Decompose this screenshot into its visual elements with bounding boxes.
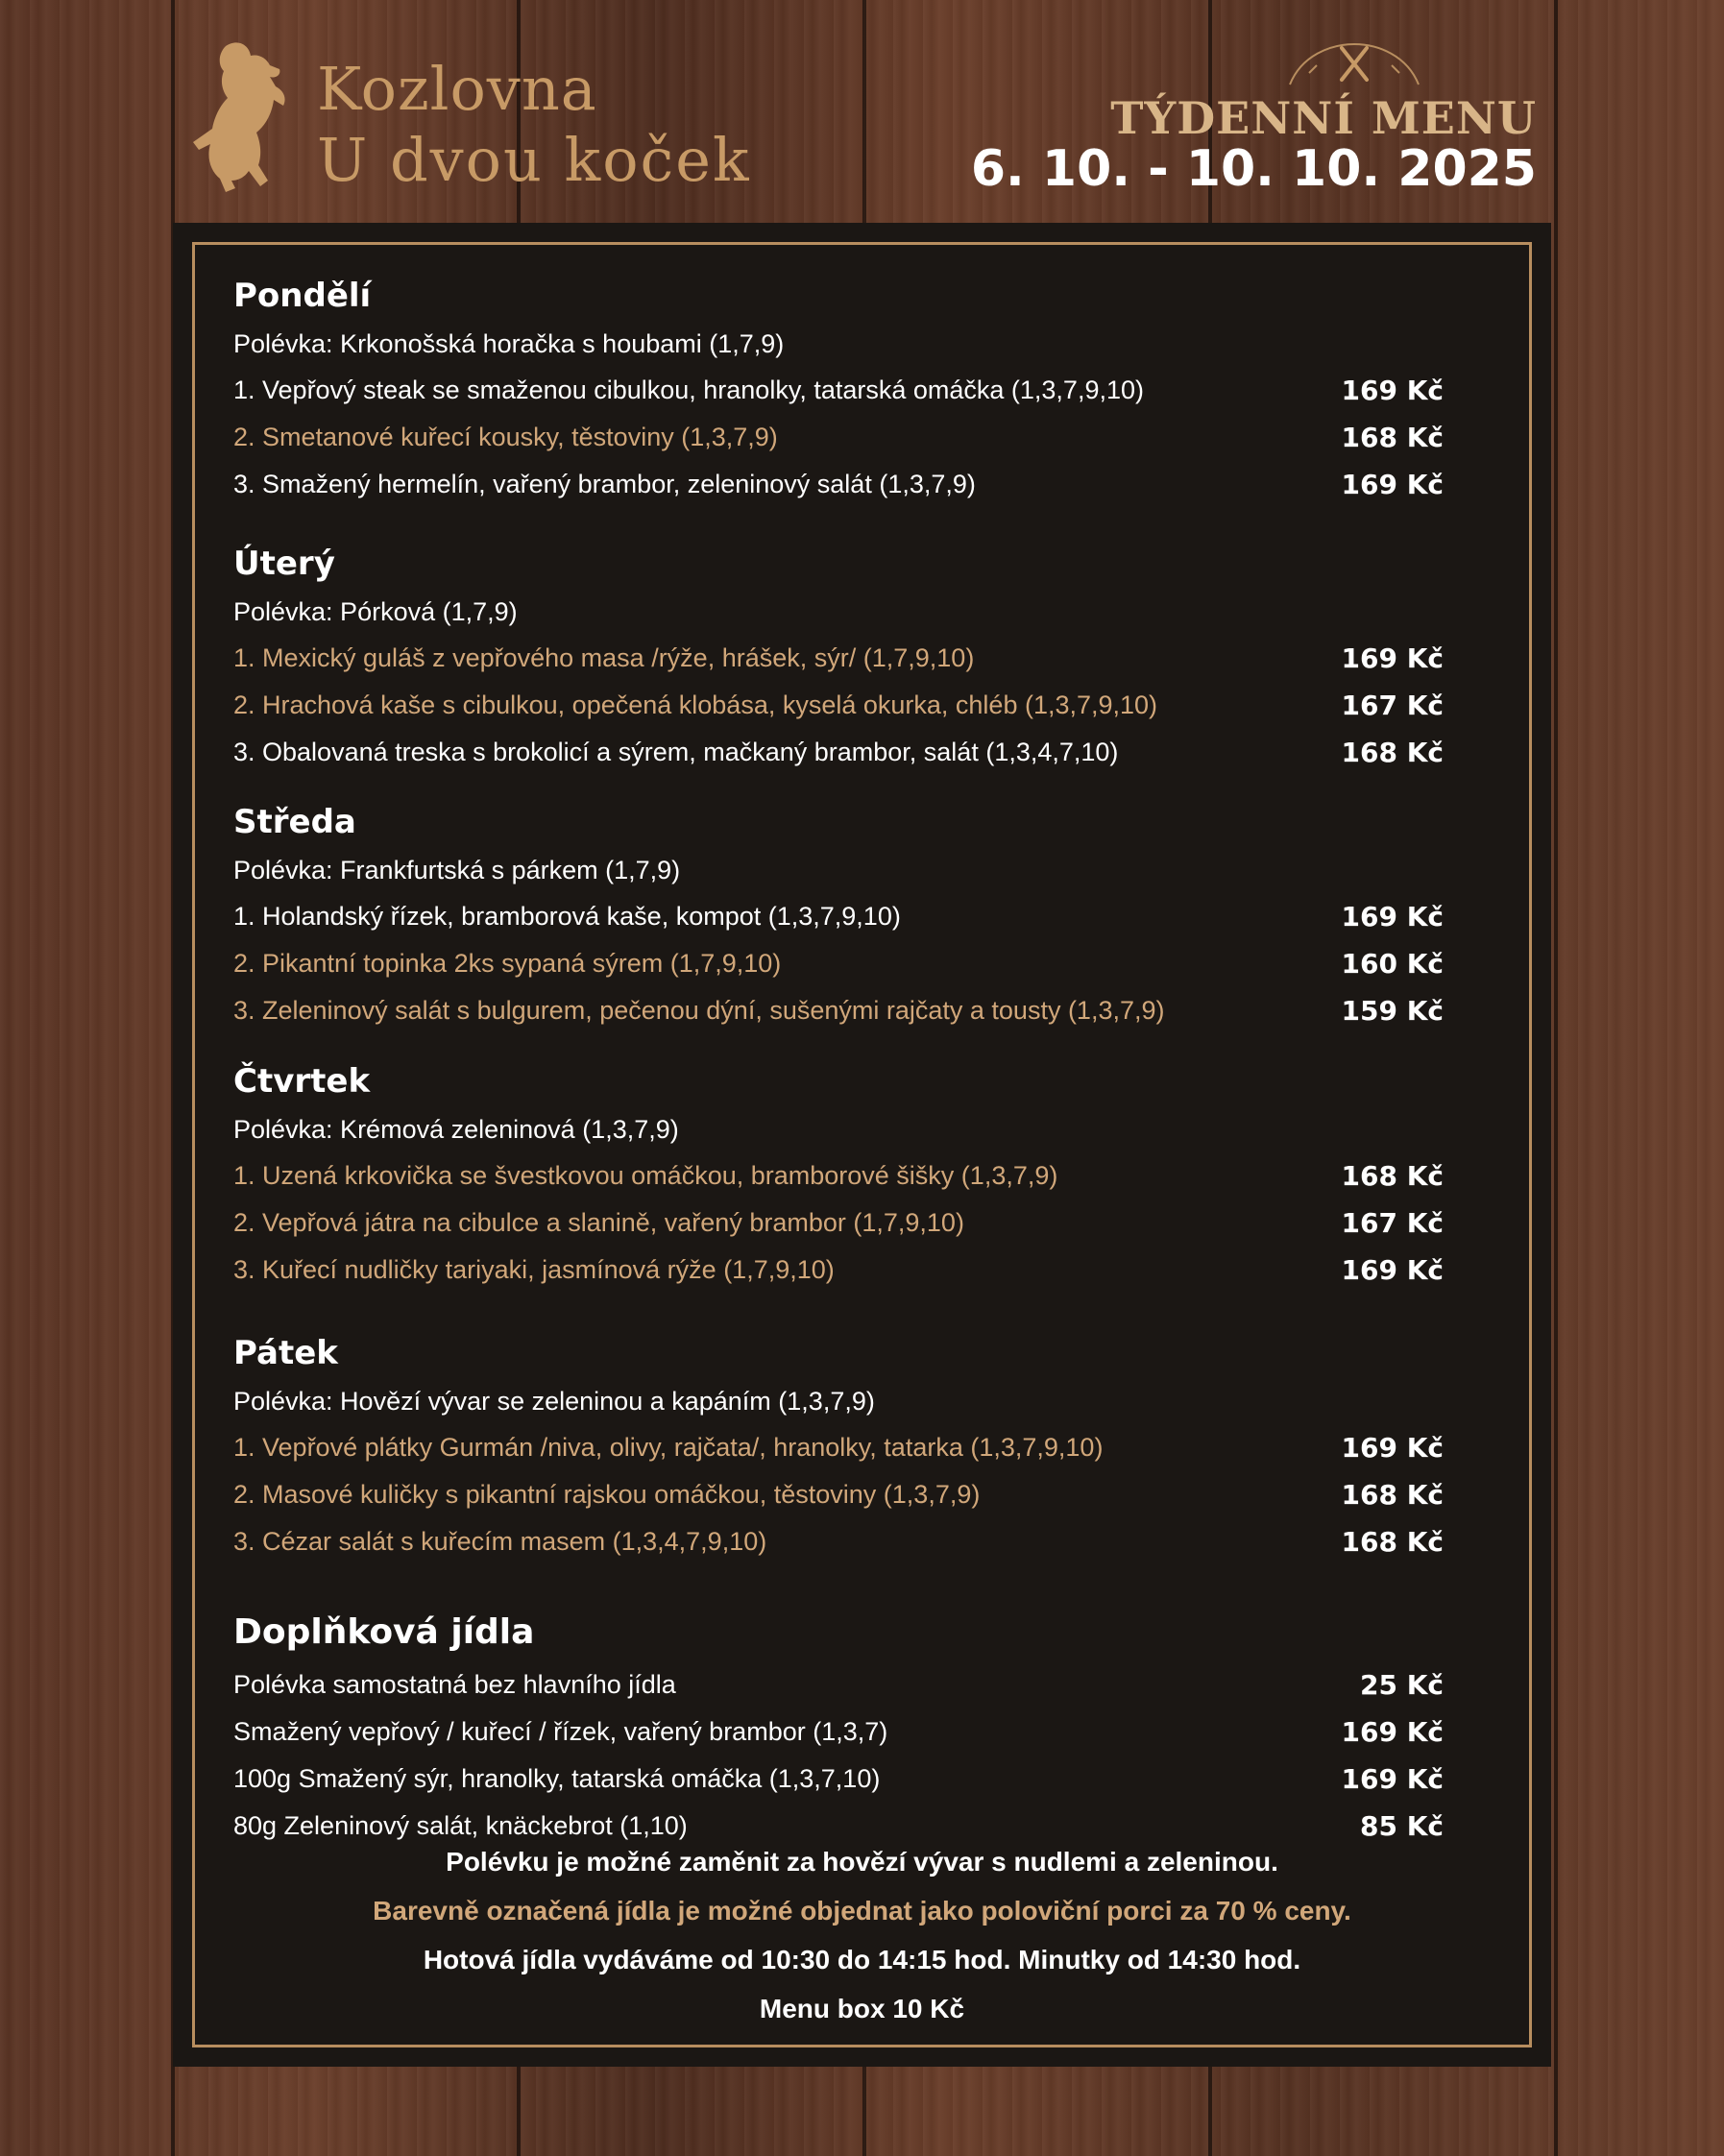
item-price: 167 Kč: [1341, 1207, 1444, 1239]
day-title: Pátek: [233, 1334, 338, 1372]
item-price: 168 Kč: [1341, 737, 1444, 768]
menu-item: [233, 1471, 1492, 1518]
menu-item: [233, 1199, 1492, 1247]
menu-content: [233, 271, 1492, 1850]
day-friday: [233, 1328, 1492, 1565]
day-thursday: [233, 1056, 1492, 1294]
note-serving-hours: Hotová jídla vydáváme od 10:30 do 14:15 hod. Minutky od 14:30 hod.: [423, 1945, 1301, 1974]
item-price: 25 Kč: [1359, 1669, 1444, 1701]
menu-item: [233, 940, 1492, 987]
menu-item: [233, 461, 1492, 508]
item-price: 169 Kč: [1341, 1716, 1444, 1748]
menu-item: [233, 1424, 1492, 1471]
extras-item: [233, 1708, 1492, 1756]
item-name: 2. Vepřová játra na cibulce a slanině, vařený brambor (1,7,9,10): [233, 1208, 964, 1237]
item-price: 168 Kč: [1341, 1526, 1444, 1558]
day-title: Čtvrtek: [233, 1062, 371, 1101]
item-price: 169 Kč: [1341, 1254, 1444, 1286]
item-name: 1. Holandský řízek, bramborová kaše, kompot (1,3,7,9,10): [233, 902, 901, 931]
item-name: 2. Pikantní topinka 2ks sypaná sýrem (1,7,9,10): [233, 949, 782, 978]
menu-item: [233, 414, 1492, 461]
menu-item: [233, 893, 1492, 940]
item-name: 2. Smetanové kuřecí kousky, těstoviny (1,3,7,9): [233, 423, 778, 451]
menu-item: [233, 367, 1492, 414]
menu-item: [233, 635, 1492, 682]
extras-item: [233, 1756, 1492, 1803]
menu-item: [233, 1247, 1492, 1294]
day-wednesday: [233, 797, 1492, 1034]
soup-line: Polévka: Frankfurtská s párkem (1,7,9): [233, 856, 681, 884]
item-name: 1. Vepřové plátky Gurmán /niva, olivy, rajčata/, hranolky, tatarka (1,3,7,9,10): [233, 1433, 1104, 1462]
item-price: 169 Kč: [1341, 642, 1444, 674]
note-half-portion: Barevně označená jídla je možné objednat jako poloviční porci za 70 % ceny.: [373, 1896, 1351, 1926]
item-name: 3. Kuřecí nudličky tariyaki, jasmínová rýže (1,7,9,10): [233, 1255, 835, 1284]
item-price: 167 Kč: [1341, 690, 1444, 721]
item-name: 3. Smažený hermelín, vařený brambor, zeleninový salát (1,3,7,9): [233, 470, 976, 498]
day-title: Pondělí: [233, 277, 372, 315]
day-title: Středa: [233, 803, 356, 841]
item-name: 3. Zeleninový salát s bulgurem, pečenou dýní, sušenými rajčaty a tousty (1,3,7,9): [233, 996, 1165, 1025]
item-price: 169 Kč: [1341, 1763, 1444, 1795]
weekly-menu-dates: 6. 10. - 10. 10. 2025: [970, 140, 1537, 198]
menu-item: [233, 987, 1492, 1034]
brand-logo: [187, 36, 783, 200]
item-price: 160 Kč: [1341, 948, 1444, 980]
item-price: 169 Kč: [1341, 901, 1444, 933]
menu-item: [233, 1518, 1492, 1565]
rearing-goat-logo: [187, 36, 312, 195]
day-title: Úterý: [233, 545, 335, 583]
brand-name-line2: U dvou koček: [317, 125, 751, 195]
menu-item: [233, 682, 1492, 729]
weekly-menu-title: TÝDENNÍ MENU: [1110, 92, 1537, 144]
item-price: 169 Kč: [1341, 375, 1444, 406]
item-price: 169 Kč: [1341, 1432, 1444, 1464]
item-name: 2. Masové kuličky s pikantní rajskou omáčkou, těstoviny (1,3,7,9): [233, 1480, 981, 1509]
soup-line: Polévka: Pórková (1,7,9): [233, 597, 518, 626]
item-name: 1. Uzená krkovička se švestkovou omáčkou, bramborové šišky (1,3,7,9): [233, 1161, 1058, 1190]
soup-line: Polévka: Krémová zeleninová (1,3,7,9): [233, 1115, 679, 1144]
menu-notes: [173, 1837, 1551, 2033]
menu-board: [173, 223, 1551, 2067]
item-name: 1. Mexický guláš z vepřového masa /rýže, hrášek, sýr/ (1,7,9,10): [233, 643, 975, 672]
item-name: 80g Zeleninový salát, knäckebrot (1,10): [233, 1811, 688, 1840]
item-name: 1. Vepřový steak se smaženou cibulkou, hranolky, tatarská omáčka (1,3,7,9,10): [233, 375, 1144, 404]
item-name: Polévka samostatná bez hlavního jídla: [233, 1670, 676, 1699]
day-tuesday: [233, 539, 1492, 776]
extras-item: [233, 1661, 1492, 1708]
item-name: 2. Hrachová kaše s cibulkou, opečená klobása, kyselá okurka, chléb (1,3,7,9,10): [233, 690, 1158, 719]
item-name: 3. Obalovaná treska s brokolicí a sýrem, mačkaný brambor, salát (1,3,4,7,10): [233, 738, 1119, 766]
item-name: 3. Cézar salát s kuřecím masem (1,3,4,7,9,10): [233, 1527, 767, 1556]
item-price: 168 Kč: [1341, 1479, 1444, 1511]
extras-title: Doplňková jídla: [233, 1612, 535, 1652]
fork-knife-icon: [1282, 36, 1426, 89]
item-price: 159 Kč: [1341, 995, 1444, 1027]
item-price: 168 Kč: [1341, 422, 1444, 453]
item-name: Smažený vepřový / kuřecí / řízek, vařený brambor (1,3,7): [233, 1717, 888, 1746]
brand-name-line1: Kozlovna: [317, 54, 597, 124]
note-soup-swap: Polévku je možné zaměnit za hovězí vývar s nudlemi a zeleninou.: [446, 1847, 1278, 1877]
item-price: 168 Kč: [1341, 1160, 1444, 1192]
soup-line: Polévka: Krkonošská horačka s houbami (1,7,9): [233, 329, 785, 358]
menu-item: [233, 1152, 1492, 1199]
extras-section: [233, 1604, 1492, 1850]
item-price: 85 Kč: [1359, 1810, 1444, 1842]
note-menu-box: Menu box 10 Kč: [759, 1994, 965, 2023]
day-monday: [233, 271, 1492, 508]
soup-line: Polévka: Hovězí vývar se zeleninou a kapáním (1,3,7,9): [233, 1387, 875, 1416]
menu-item: [233, 729, 1492, 776]
item-price: 169 Kč: [1341, 469, 1444, 500]
item-name: 100g Smažený sýr, hranolky, tatarská omáčka (1,3,7,10): [233, 1764, 881, 1793]
